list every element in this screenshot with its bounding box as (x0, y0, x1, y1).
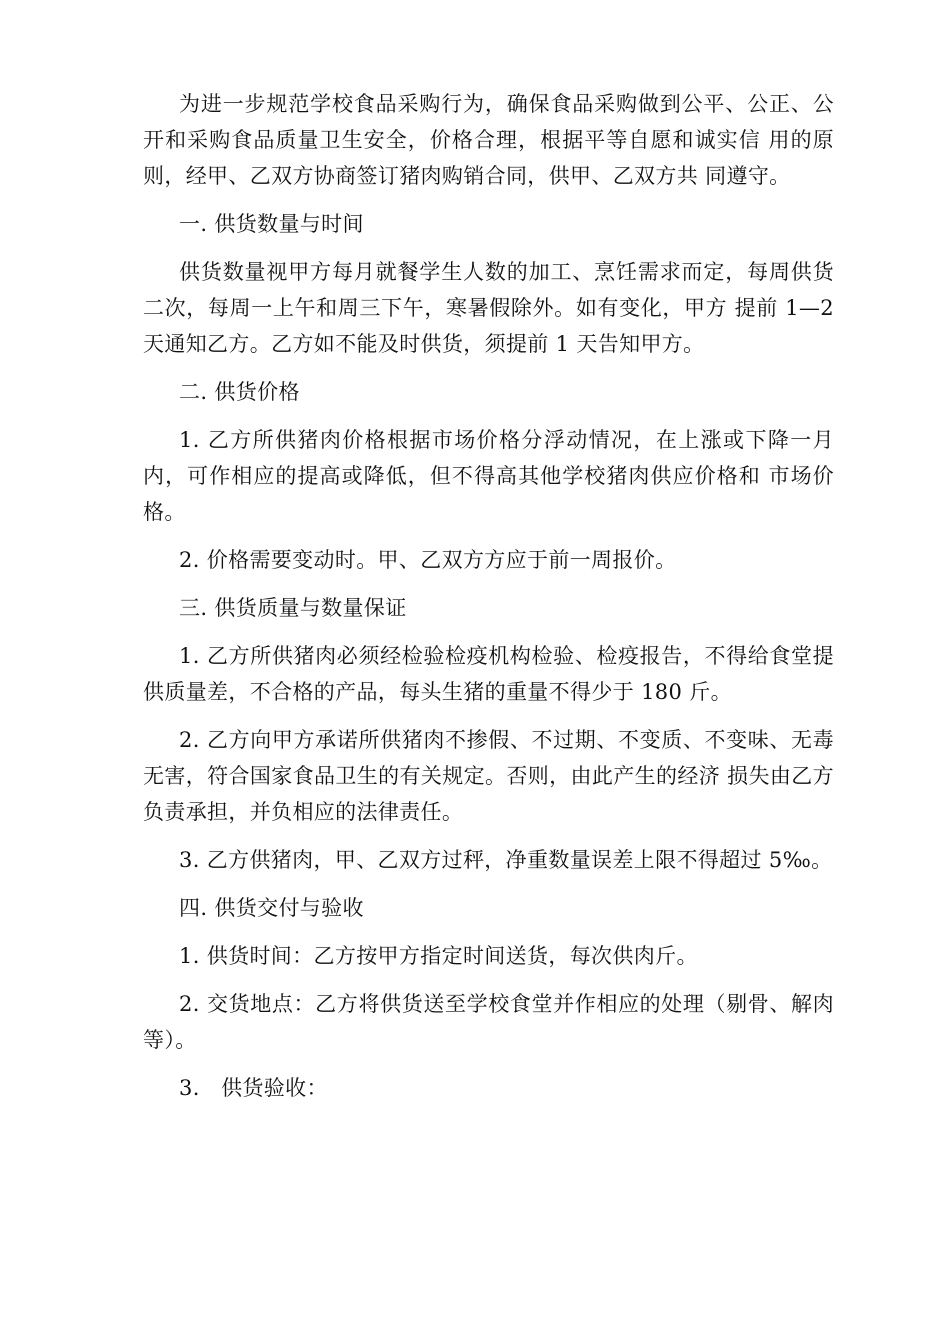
delivery-paragraph-3: 3. 供货验收： (179, 1076, 328, 1100)
section-heading-supply-quantity-time: 一. 供货数量与时间 (179, 212, 364, 236)
intro-paragraph: 为进一步规范学校食品采购行为，确保食品采购做到公平、公正、公开和采购食品质量卫生安全，价格合理，根据平等自愿和诚实信 用的原则，经甲、乙双方协商签订猪肉购销合同，供甲、乙双方共 同遵守。 (143, 92, 834, 188)
delivery-paragraph-1: 1. 供货时间：乙方按甲方指定时间送货，每次供肉斤。 (179, 944, 698, 968)
quality-paragraph-3: 3. 乙方供猪肉，甲、乙双方过秤，净重数量误差上限不得超过 5‰。 (179, 848, 833, 872)
price-paragraph-2: 2. 价格需要变动时。甲、乙双方方应于前一周报价。 (179, 548, 677, 572)
price-paragraph-1: 1. 乙方所供猪肉价格根据市场价格分浮动情况，在上涨或下降一月内，可作相应的提高或降低，但不得高其他学校猪肉供应价格和 市场价格。 (143, 428, 834, 524)
quality-paragraph-1: 1. 乙方所供猪肉必须经检验检疫机构检验、检疫报告，不得给食堂提供质量差，不合格的产品，每头生猪的重量不得少于 180 斤。 (143, 644, 834, 704)
section-heading-delivery-acceptance: 四. 供货交付与验收 (179, 896, 364, 920)
delivery-paragraph-2: 2. 交货地点：乙方将供货送至学校食堂并作相应的处理（剔骨、解肉等）。 (143, 992, 834, 1052)
section-heading-quality-quantity: 三. 供货质量与数量保证 (179, 596, 407, 620)
quality-paragraph-2: 2. 乙方向甲方承诺所供猪肉不掺假、不过期、不变质、不变味、无毒无害，符合国家食品卫生的有关规定。否则，由此产生的经济 损失由乙方负责承担，并负相应的法律责任。 (143, 728, 834, 824)
supply-quantity-paragraph: 供货数量视甲方每月就餐学生人数的加工、烹饪需求而定，每周供货二次，每周一上午和周三下午，寒暑假除外。如有变化，甲方 提前 1—2 天通知乙方。乙方如不能及时供货，须提前 1 天告知甲方。 (143, 260, 834, 356)
section-heading-supply-price: 二. 供货价格 (179, 380, 300, 404)
